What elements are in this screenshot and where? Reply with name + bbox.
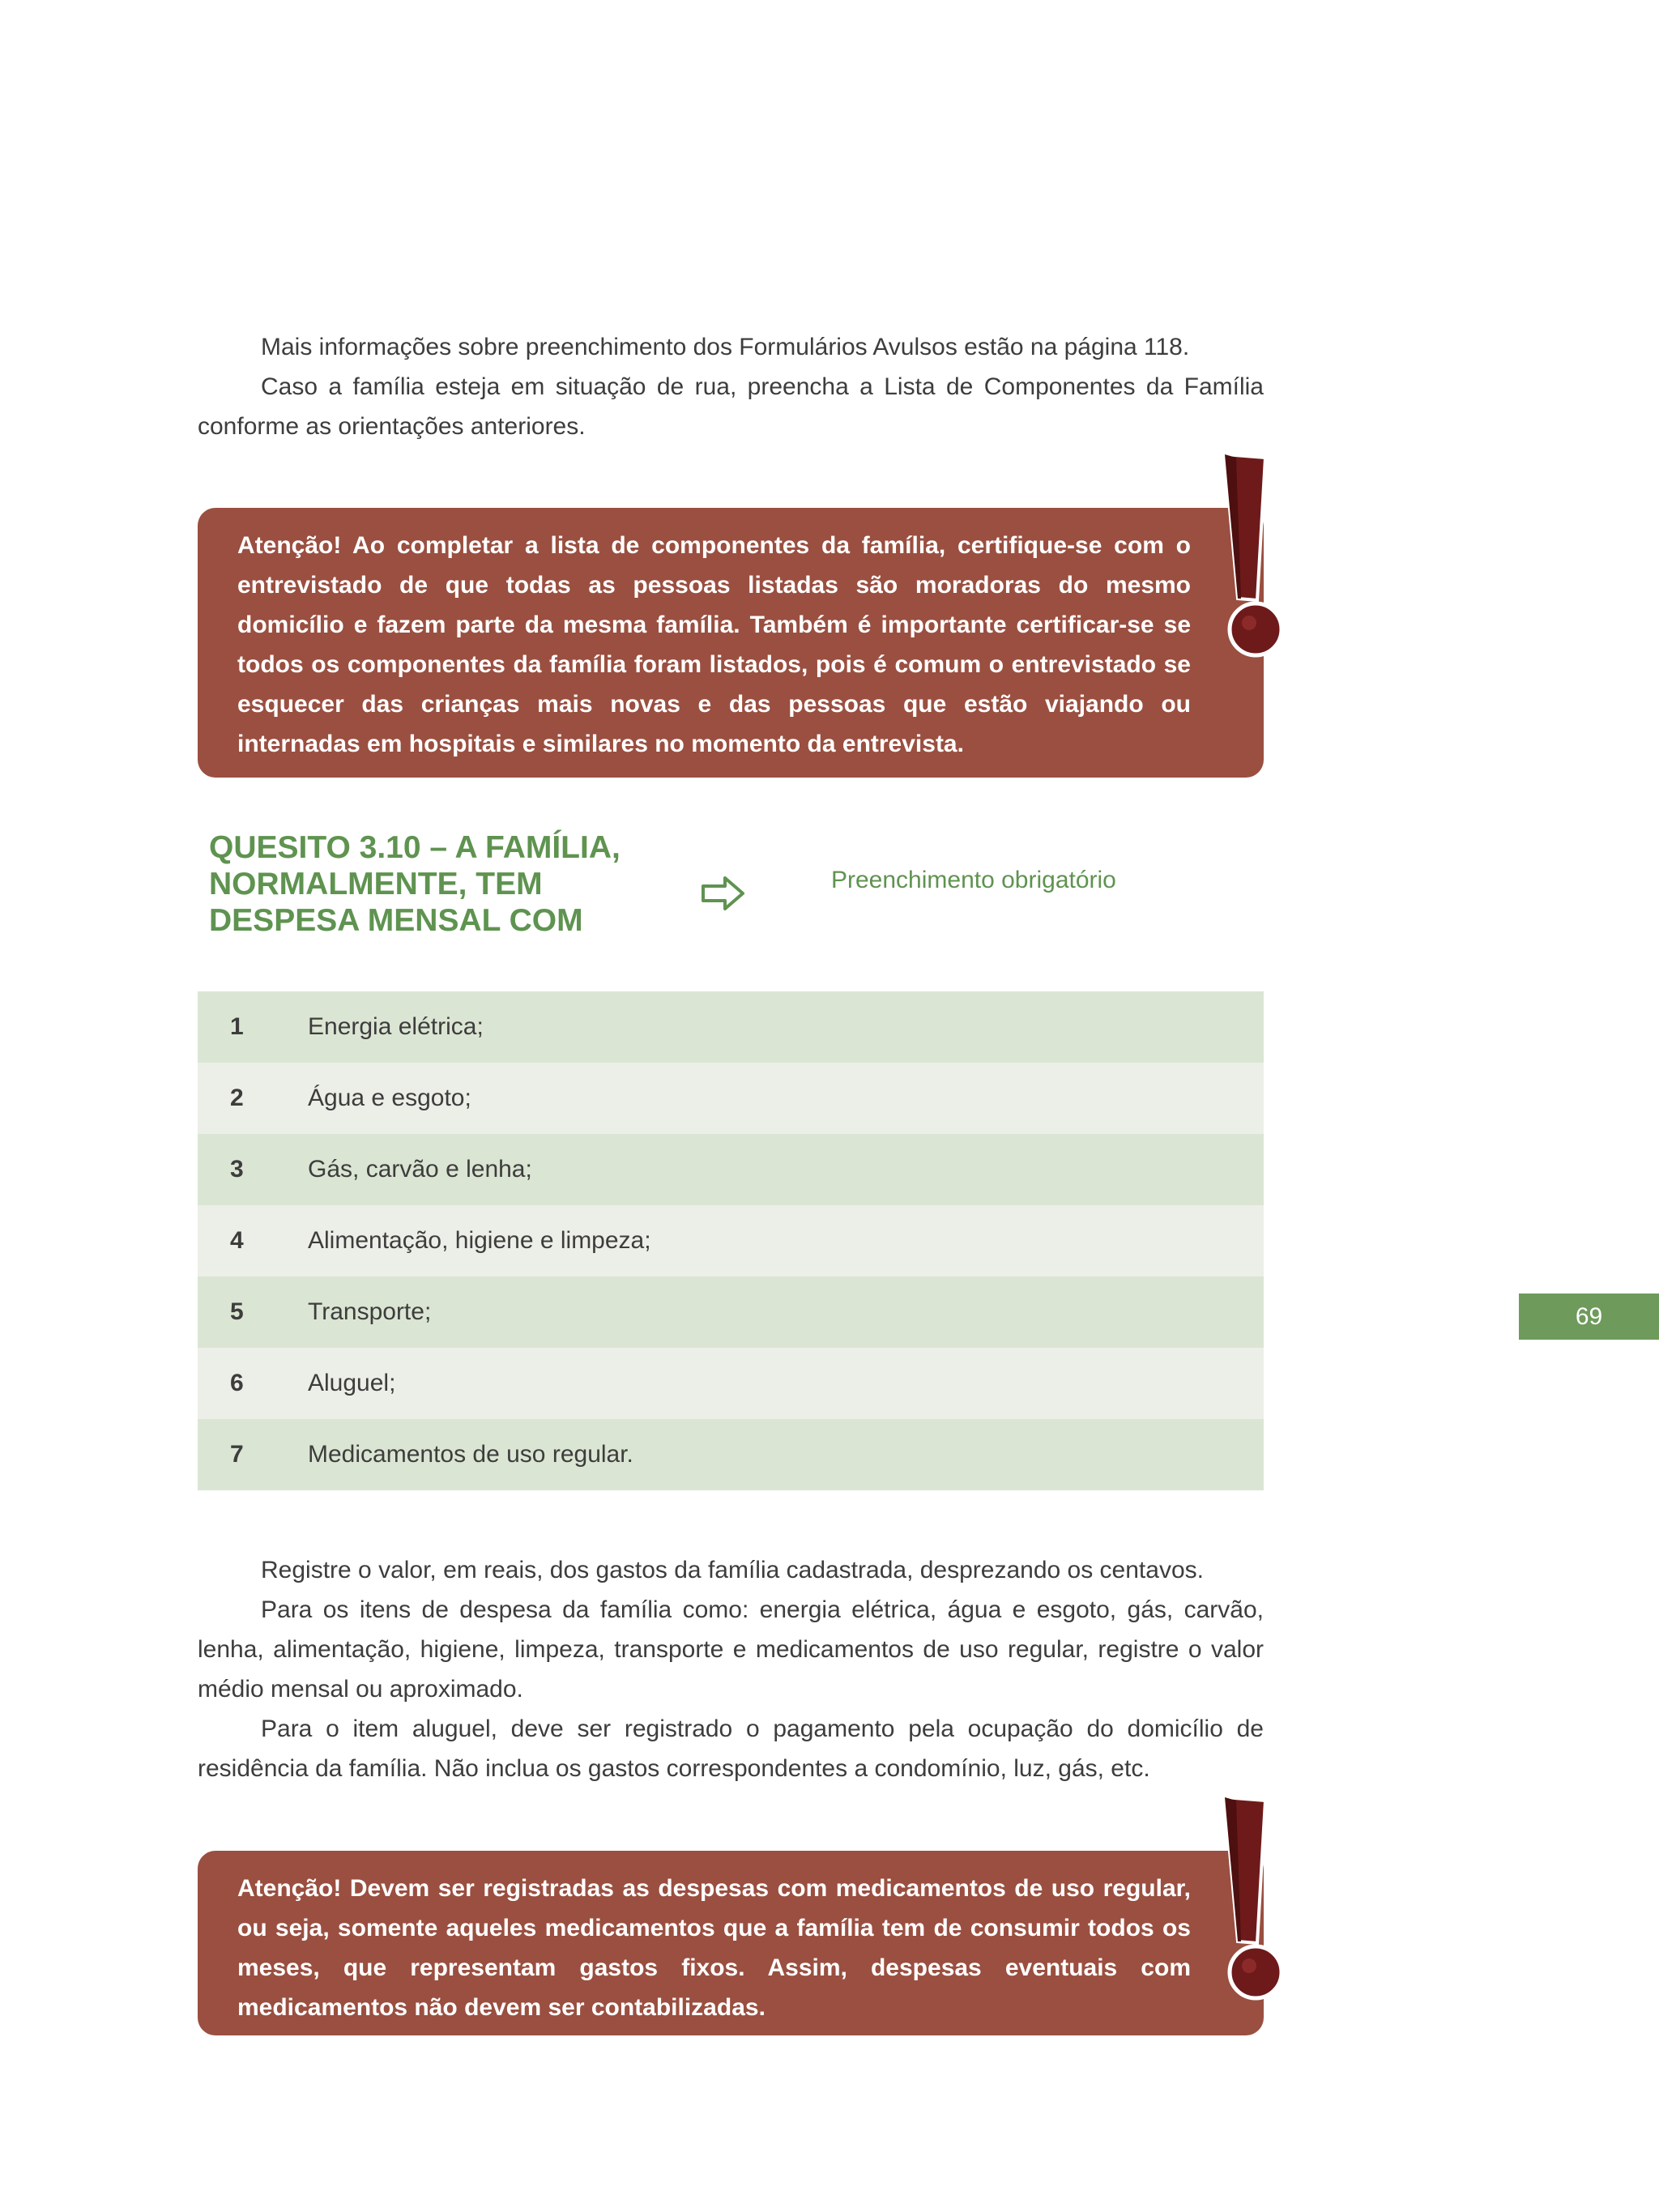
table-row [198, 991, 1264, 1063]
option-label: Água e esgoto; [308, 1085, 471, 1111]
option-label: Alimentação, higiene e limpeza; [308, 1227, 651, 1254]
required-note: Preenchimento obrigatório [831, 867, 1116, 893]
attention-text-2: Atenção! Devem ser registradas as despesas com medicamentos de uso regular, ou seja, somente aqueles medicamentos que a família tem de consumir todos os meses, que representam gastos fixos. Assim, despesas eventuais com medicamentos não devem ser contabilizadas. [237, 1875, 1191, 2021]
option-label: Transporte; [308, 1298, 432, 1325]
table-row [198, 1205, 1264, 1276]
quesito-title: QUESITO 3.10 – A FAMÍLIA, NORMALMENTE, TEM DESPESA MENSAL COM [209, 830, 621, 938]
arrow-right-icon [701, 875, 746, 912]
intro-line-2: Caso a família esteja em situação de rua, preencha a Lista de Componentes da Família conforme as orientações anteriores. [198, 373, 1264, 440]
exclamation-icon [1191, 450, 1288, 668]
option-number: 3 [230, 1156, 244, 1183]
intro-line-1: Mais informações sobre preenchimento dos Formulários Avulsos estão na página 118. [261, 334, 1190, 360]
body-paragraph-1: Registre o valor, em reais, dos gastos da família cadastrada, desprezando os centavos. [261, 1557, 1204, 1583]
attention-box-2 [198, 1851, 1264, 2035]
exclamation-icon [1191, 1792, 1288, 2011]
table-row [198, 1063, 1264, 1134]
body-paragraph-2: Para os itens de despesa da família como: energia elétrica, água e esgoto, gás, carvão, lenha, alimentação, higiene, limpeza, transporte e medicamentos de uso regular, registre o valor médio mensal ou aproximado. [198, 1596, 1264, 1703]
page-number-tab [1519, 1294, 1659, 1340]
table-row [198, 1348, 1264, 1419]
option-label: Medicamentos de uso regular. [308, 1441, 633, 1468]
attention-text-1: Atenção! Ao completar a lista de componentes da família, certifique-se com o entrevistado de que todas as pessoas listadas são moradoras do mesmo domicílio e fazem parte da mesma família. Também é importante certificar-se se todos os componentes da família foram listados, pois é comum o entrevistado se esquecer das crianças mais novas e das pessoas que estão viajando ou internadas em hospitais e similares no momento da entrevista. [237, 532, 1191, 757]
table-row [198, 1134, 1264, 1205]
table-row [198, 1419, 1264, 1490]
option-number: 7 [230, 1441, 244, 1468]
option-number: 6 [230, 1370, 244, 1396]
option-number: 5 [230, 1298, 244, 1325]
page-number: 69 [1575, 1302, 1603, 1330]
option-label: Gás, carvão e lenha; [308, 1156, 532, 1183]
body-paragraphs [198, 1550, 1264, 1788]
option-number: 1 [230, 1013, 244, 1040]
body-paragraph-3: Para o item aluguel, deve ser registrado o pagamento pela ocupação do domicílio de residência da família. Não inclua os gastos correspondentes a condomínio, luz, gás, etc. [198, 1715, 1264, 1782]
option-label: Aluguel; [308, 1370, 396, 1396]
option-number: 2 [230, 1085, 244, 1111]
table-row [198, 1276, 1264, 1348]
option-number: 4 [230, 1227, 244, 1254]
attention-box-1 [198, 508, 1264, 778]
option-label: Energia elétrica; [308, 1013, 484, 1040]
options-table [198, 991, 1264, 1490]
intro-paragraphs [198, 327, 1264, 446]
